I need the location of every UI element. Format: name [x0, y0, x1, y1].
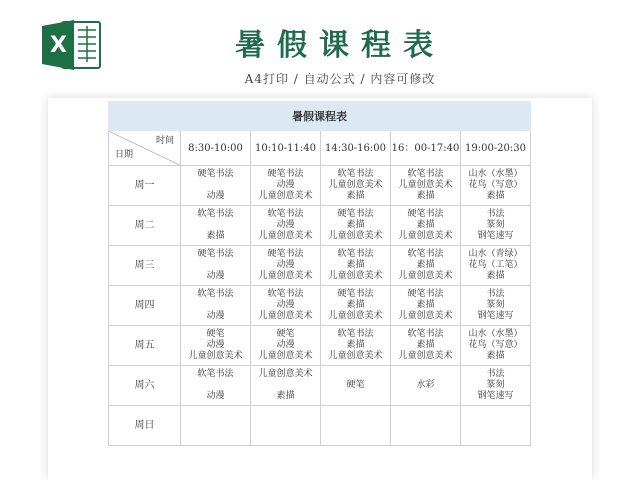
course-name: 花鸟（工笔） [468, 260, 523, 270]
course-name: 软笔书法 [197, 369, 234, 379]
table-row [109, 166, 531, 206]
course-name: 书法 [486, 289, 505, 299]
schedule-cell[interactable] [391, 406, 461, 446]
course-name: 素描 [346, 340, 365, 350]
course-name [321, 431, 390, 442]
schedule-cell[interactable] [251, 326, 321, 366]
course-name [181, 180, 250, 191]
course-name: 软笔书法 [267, 289, 304, 299]
course-name: 儿童创意美术 [328, 231, 383, 241]
course-name: 动漫 [206, 340, 225, 350]
course-name: 硬笔书法 [197, 249, 234, 259]
schedule-cell[interactable] [461, 246, 531, 286]
course-name: 硬笔书法 [267, 169, 304, 179]
course-name [321, 369, 390, 380]
course-name: 书法 [486, 209, 505, 219]
course-name: 花鸟（写意） [468, 340, 523, 350]
course-name: 硬笔书法 [267, 249, 304, 259]
course-name: 儿童创意美术 [398, 351, 453, 361]
schedule-cell[interactable] [391, 166, 461, 206]
course-name: 动漫 [276, 340, 295, 350]
course-name [321, 420, 390, 431]
course-name: 素描 [346, 300, 365, 310]
schedule-cell[interactable] [461, 326, 531, 366]
course-name: 儿童创意美术 [398, 231, 453, 241]
table-row [109, 326, 531, 366]
schedule-cell[interactable] [321, 166, 391, 206]
course-name [181, 300, 250, 311]
course-name [181, 220, 250, 231]
table-row [109, 286, 531, 326]
course-name: 儿童创意美术 [258, 231, 313, 241]
course-name: 钢笔速写 [477, 391, 514, 401]
svg-text:X: X [50, 33, 67, 58]
course-name: 花鸟（写意） [468, 180, 523, 190]
course-name [321, 391, 390, 402]
schedule-cell[interactable] [251, 206, 321, 246]
course-name [181, 260, 250, 271]
course-name: 硬笔 [206, 329, 225, 339]
schedule-cell[interactable] [181, 366, 251, 406]
course-name [391, 409, 460, 420]
day-label: 周日 [109, 406, 181, 446]
schedule-cell[interactable] [391, 326, 461, 366]
course-name: 素描 [486, 271, 505, 281]
course-name: 钢笔速写 [477, 231, 514, 241]
course-name: 动漫 [206, 391, 225, 401]
course-name [251, 380, 320, 391]
corner-time-label: 时间 [155, 136, 174, 146]
schedule-cell[interactable] [251, 166, 321, 206]
course-name [391, 431, 460, 442]
course-name: 水彩 [416, 380, 435, 390]
schedule-cell[interactable] [321, 406, 391, 446]
course-name: 硬笔 [346, 380, 365, 390]
course-name: 素描 [416, 340, 435, 350]
corner-cell [109, 131, 181, 166]
course-name: 儿童创意美术 [258, 351, 313, 361]
course-name: 软笔书法 [337, 329, 374, 339]
time-slot-header: 16：00-17:40 [391, 131, 461, 166]
timetable [108, 101, 531, 446]
time-slot-header: 10:10-11:40 [251, 131, 321, 166]
course-name: 素描 [346, 220, 365, 230]
schedule-cell[interactable] [251, 246, 321, 286]
schedule-cell[interactable] [461, 286, 531, 326]
schedule-cell[interactable] [181, 166, 251, 206]
course-name [391, 420, 460, 431]
course-name [461, 409, 530, 420]
schedule-cell[interactable] [391, 366, 461, 406]
course-name: 篆刻 [486, 380, 505, 390]
course-name: 硬笔书法 [337, 289, 374, 299]
schedule-cell[interactable] [461, 166, 531, 206]
course-name [181, 420, 250, 431]
table-caption: 暑假课程表 [109, 102, 531, 131]
day-label: 周二 [109, 206, 181, 246]
course-name [461, 431, 530, 442]
course-name [251, 409, 320, 420]
course-name: 钢笔速写 [477, 311, 514, 321]
schedule-cell[interactable] [391, 206, 461, 246]
course-name: 儿童创意美术 [258, 271, 313, 281]
day-label: 周五 [109, 326, 181, 366]
course-name: 软笔书法 [267, 209, 304, 219]
course-name: 儿童创意美术 [258, 191, 313, 201]
course-name: 山水（水墨） [468, 169, 523, 179]
course-name: 动漫 [206, 191, 225, 201]
table-row [109, 406, 531, 446]
course-name: 软笔书法 [407, 169, 444, 179]
course-name [321, 409, 390, 420]
course-name: 硬笔书法 [407, 289, 444, 299]
course-name: 硬笔书法 [197, 169, 234, 179]
day-label: 周一 [109, 166, 181, 206]
course-name: 动漫 [206, 271, 225, 281]
course-name: 儿童创意美术 [398, 180, 453, 190]
course-name: 软笔书法 [197, 289, 234, 299]
schedule-cell[interactable] [251, 406, 321, 446]
schedule-cell[interactable] [321, 206, 391, 246]
schedule-cell[interactable] [461, 206, 531, 246]
schedule-cell[interactable] [321, 326, 391, 366]
day-label: 周三 [109, 246, 181, 286]
course-name: 篆刻 [486, 220, 505, 230]
schedule-cell[interactable] [321, 286, 391, 326]
course-name: 动漫 [276, 300, 295, 310]
course-name: 素描 [416, 220, 435, 230]
course-name: 软笔书法 [407, 249, 444, 259]
course-name: 软笔书法 [337, 169, 374, 179]
schedule-cell[interactable] [461, 406, 531, 446]
corner-date-label: 日期 [115, 150, 134, 160]
course-name: 篆刻 [486, 300, 505, 310]
schedule-cell[interactable] [181, 406, 251, 446]
course-name: 动漫 [206, 311, 225, 321]
course-name [251, 431, 320, 442]
course-name: 素描 [276, 391, 295, 401]
schedule-cell[interactable] [321, 246, 391, 286]
schedule-cell[interactable] [181, 206, 251, 246]
course-name: 儿童创意美术 [258, 369, 313, 379]
course-name: 动漫 [276, 260, 295, 270]
course-name: 软笔书法 [337, 249, 374, 259]
course-name [251, 420, 320, 431]
day-label: 周六 [109, 366, 181, 406]
course-name [181, 380, 250, 391]
schedule-cell[interactable] [391, 246, 461, 286]
schedule-cell[interactable] [321, 366, 391, 406]
course-name: 儿童创意美术 [328, 351, 383, 361]
page-title: 暑假课程表 [235, 28, 445, 63]
schedule-cell[interactable] [251, 286, 321, 326]
schedule-cell[interactable] [461, 366, 531, 406]
course-name: 硬笔 [276, 329, 295, 339]
course-name: 素描 [206, 231, 225, 241]
time-header-row [109, 131, 531, 166]
course-name: 书法 [486, 369, 505, 379]
table-row [109, 206, 531, 246]
course-name: 硬笔书法 [407, 209, 444, 219]
course-name [461, 420, 530, 431]
course-name: 素描 [346, 191, 365, 201]
course-name: 素描 [416, 191, 435, 201]
course-name: 山水（水墨） [468, 329, 523, 339]
course-name: 儿童创意美术 [328, 271, 383, 281]
course-name: 儿童创意美术 [328, 180, 383, 190]
course-name: 素描 [486, 351, 505, 361]
table-row [109, 246, 531, 286]
schedule-cell[interactable] [181, 246, 251, 286]
course-name: 素描 [486, 191, 505, 201]
course-name [181, 431, 250, 442]
course-name: 儿童创意美术 [398, 271, 453, 281]
course-name: 儿童创意美术 [398, 311, 453, 321]
schedule-cell[interactable] [251, 366, 321, 406]
course-name: 儿童创意美术 [188, 351, 243, 361]
day-label: 周四 [109, 286, 181, 326]
course-name: 硬笔书法 [337, 209, 374, 219]
course-name: 软笔书法 [407, 329, 444, 339]
time-slot-header: 14:30-16:00 [321, 131, 391, 166]
timetable-sheet [48, 98, 592, 480]
table-row [109, 366, 531, 406]
course-name: 山水（青绿） [468, 249, 523, 259]
schedule-cell[interactable] [181, 286, 251, 326]
course-name: 素描 [416, 300, 435, 310]
course-name [181, 409, 250, 420]
course-name [391, 391, 460, 402]
time-slot-header: 19:00-20:30 [461, 131, 531, 166]
course-name: 动漫 [276, 180, 295, 190]
time-slot-header: 8:30-10:00 [181, 131, 251, 166]
schedule-cell[interactable] [391, 286, 461, 326]
course-name: 儿童创意美术 [258, 311, 313, 321]
page-subtitle: A4打印 / 自动公式 / 内容可修改 [244, 72, 436, 86]
course-name: 动漫 [276, 220, 295, 230]
schedule-cell[interactable] [181, 326, 251, 366]
course-name [391, 369, 460, 380]
course-name: 素描 [416, 260, 435, 270]
course-name: 儿童创意美术 [328, 311, 383, 321]
course-name: 软笔书法 [197, 209, 234, 219]
course-name: 素描 [346, 260, 365, 270]
